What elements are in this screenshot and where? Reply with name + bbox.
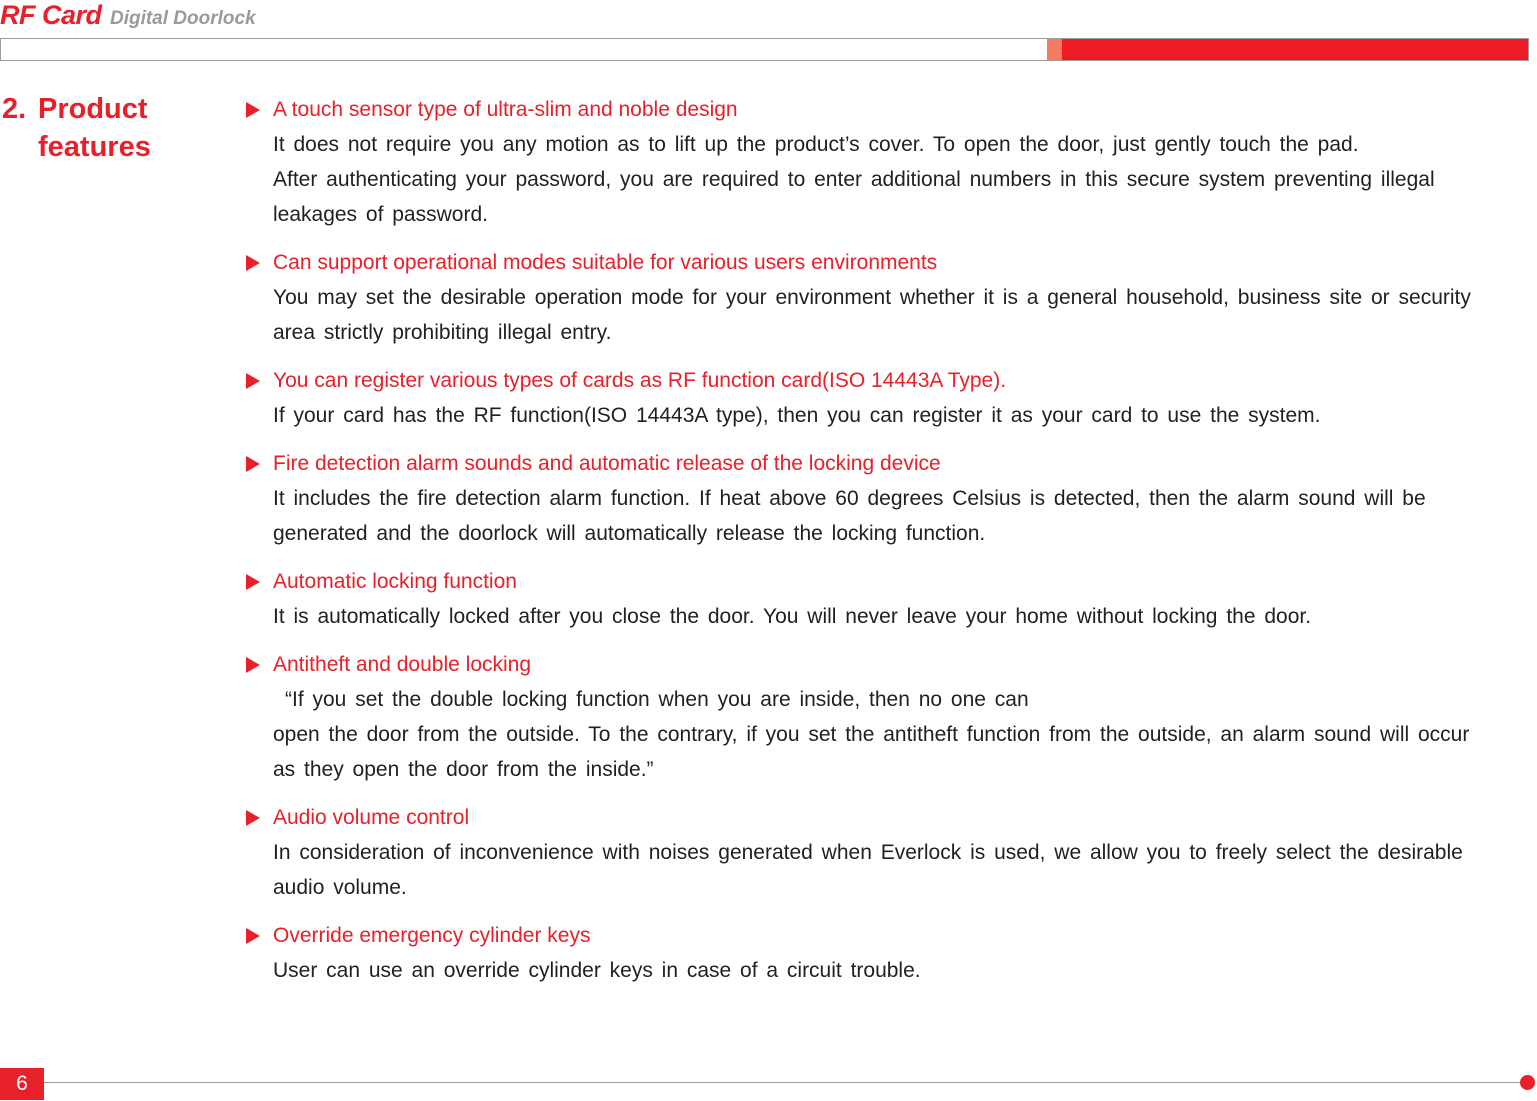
page-number-badge: 6 (0, 1068, 44, 1100)
feature-title-text: Audio volume control (273, 806, 470, 829)
feature-title (244, 93, 1514, 127)
feature-item (244, 447, 1514, 551)
feature-body (244, 599, 1514, 634)
feature-title (244, 565, 1514, 599)
feature-line: It does not require you any motion as to lift up the product’s cover. To open the door, just gently touch the pad. (273, 133, 1359, 156)
feature-title (244, 919, 1514, 953)
arrow-bullet-icon (246, 255, 260, 271)
feature-body (244, 127, 1514, 232)
feature-title-text: Override emergency cylinder keys (273, 924, 591, 947)
feature-title (244, 246, 1514, 280)
feature-body (244, 481, 1514, 551)
feature-title (244, 648, 1514, 682)
feature-line: leakages of password. (273, 203, 488, 226)
feature-line: It includes the fire detection alarm function. If heat above 60 degrees Celsius is detected, then the alarm sound will be (273, 487, 1426, 510)
feature-line: You may set the desirable operation mode for your environment whether it is a general household, business site or security (273, 286, 1471, 309)
feature-item (244, 565, 1514, 634)
feature-item (244, 246, 1514, 350)
arrow-bullet-icon (246, 574, 260, 590)
feature-body (244, 835, 1514, 905)
feature-item (244, 801, 1514, 905)
feature-title-text: Antitheft and double locking (273, 653, 532, 676)
feature-title-text: Automatic locking function (273, 570, 517, 593)
feature-title (244, 447, 1514, 481)
feature-line: audio volume. (273, 876, 407, 899)
section-title-line1: Product (38, 93, 148, 125)
feature-title-text: You can register various types of cards as RF function card(ISO 14443A Type). (273, 369, 1007, 392)
feature-line: open the door from the outside. To the contrary, if you set the antitheft function from the outside, an alarm sound will occur (273, 723, 1470, 746)
section-number: 2. (2, 93, 27, 125)
section-heading (2, 90, 151, 166)
feature-title-text: Fire detection alarm sounds and automatic release of the locking device (273, 452, 941, 475)
feature-line: “If you set the double locking function when you are inside, then no one can (285, 688, 1029, 711)
arrow-bullet-icon (246, 657, 260, 673)
arrow-bullet-icon (246, 810, 260, 826)
feature-title (244, 801, 1514, 835)
feature-item (244, 93, 1514, 232)
feature-list (244, 93, 1514, 1002)
footer-rule (44, 1082, 1522, 1083)
feature-line: User can use an override cylinder keys in case of a circuit trouble. (273, 959, 921, 982)
brand-subtitle: Digital Doorlock (109, 8, 256, 29)
arrow-bullet-icon (246, 928, 260, 944)
feature-line: It is automatically locked after you close the door. You will never leave your home without locking the door. (273, 605, 1312, 628)
feature-line: If your card has the RF function(ISO 14443A type), then you can register it as your card to use the system. (273, 404, 1321, 427)
footer-dot-icon (1520, 1075, 1535, 1090)
header-bar-accent (1062, 39, 1528, 60)
feature-line: In consideration of inconvenience with noises generated when Everlock is used, we allow you to freely select the desirable (273, 841, 1463, 864)
feature-item (244, 919, 1514, 988)
arrow-bullet-icon (246, 102, 260, 118)
feature-body (244, 953, 1514, 988)
feature-line: as they open the door from the inside.” (273, 758, 654, 781)
feature-line: area strictly prohibiting illegal entry. (273, 321, 612, 344)
feature-title (244, 364, 1514, 398)
arrow-bullet-icon (246, 373, 260, 389)
feature-body (244, 398, 1514, 433)
feature-body (244, 280, 1514, 350)
feature-line: generated and the doorlock will automatically release the locking function. (273, 522, 986, 545)
header-bar (0, 38, 1529, 61)
header-bar-accent-light (1047, 39, 1062, 60)
feature-title-text: Can support operational modes suitable for various users environments (273, 251, 938, 274)
section-title-line2: features (38, 131, 151, 163)
brand-name: RF Card (0, 0, 102, 30)
feature-title-text: A touch sensor type of ultra-slim and noble design (273, 98, 738, 121)
feature-item (244, 648, 1514, 787)
header-title (0, 0, 256, 31)
arrow-bullet-icon (246, 456, 260, 472)
feature-item (244, 364, 1514, 433)
feature-line: After authenticating your password, you are required to enter additional numbers in this secure system preventing illegal (273, 168, 1435, 191)
feature-body (244, 682, 1514, 787)
